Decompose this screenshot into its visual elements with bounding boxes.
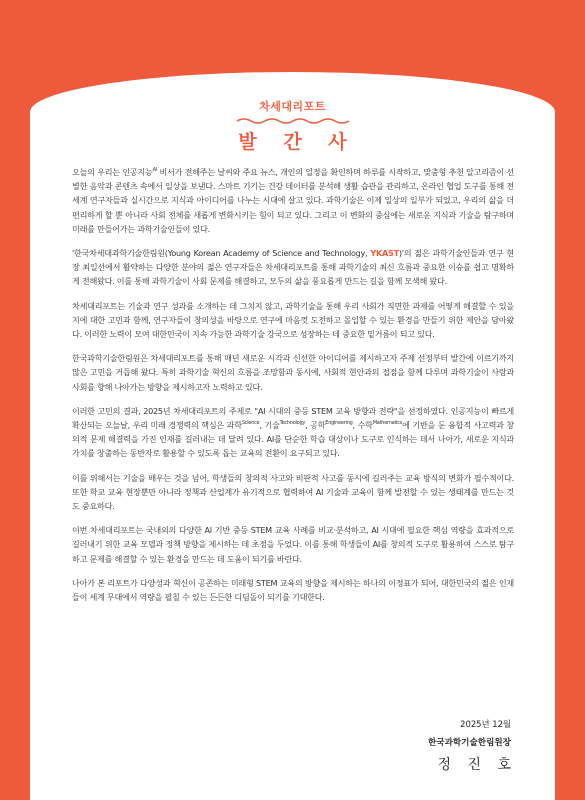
- wave-divider: [235, 117, 351, 125]
- paragraph-4: 한국과학기술한림원은 차세대리포트를 통해 매년 새로운 시각과 신선한 아이디어를 제시하고자 주제 선정부터 발간에 이르기까지 많은 고민을 거듭해 왔다. 특히 과학기술 혁신의 흐름을 조망함과 동시에, 사회적 현안과의 접점을 함께 다루며 과학기술이 사람과 사회를 향해 나아가는 방향을 제시하고자 노력하고 있다.: [72, 353, 514, 392]
- report-brand: 차세대리포트: [259, 100, 326, 113]
- paragraph-7: 이번 차세대리포트는 국내외의 다양한 AI 기반 중등 STEM 교육 사례를 비교·분석하고, AI 시대에 필요한 핵심 역량을 효과적으로 길러내기 위한 교육 모델과 정책 방향을 제시하는 데 초점을 두었다. 이를 통해 학생들이 AI를 창의적 도구로 활용하여 스스로 탐구하고 문제를 해결할 수 있는 환경을 만드는 데 도움이 되기를 바란다.: [72, 525, 514, 564]
- signer-name: 정 진 호: [437, 757, 517, 773]
- signer-organization: 한국과학기술한림원장: [427, 738, 511, 748]
- page-title: 발 간 사: [238, 131, 357, 153]
- header: [0, 98, 585, 154]
- paragraph-8: 나아가 본 리포트가 다양성과 혁신이 공존하는 미래형 STEM 교육의 방향을 제시하는 하나의 이정표가 되어, 대한민국의 젊은 인재들이 세계 무대에서 역량을 펼칠 수 있는 든든한 디딤돌이 되기를 기대한다.: [72, 577, 514, 603]
- paragraph-5: 이러한 고민의 결과, 2025년 차세대리포트의 주제로 "AI 시대의 중등 STEM 교육 방향과 전략"을 선정하였다. 인공지능이 빠르게 확산되는 오늘날, 우리 미래 경쟁력의 핵심은 과학$^{Science}$, 기술$^{Technology}$, 공학$^{Engineering}$, 수학$^{Mathematics}$에 기반을 둔 융합적 사고력과 창의적 문제 해결력을 가진 인재를 길러내는 데 달려 있다. AI를 단순한 학습 대상이나 도구로 인식하는 데서 나아가, 새로운 지식과 가치를 창출하는 동반자로 활용할 수 있도록 돕는 교육의 전환이 요구되고 있다.: [72, 405, 514, 459]
- publish-date: 2025년 12월: [460, 719, 511, 729]
- paragraph-6: 이를 위해서는 기술을 배우는 것을 넘어, 학생들의 창의적 사고와 비판적 사고를 동시에 길러주는 교육 방식의 변화가 필수적이다. 또한 학교 교육 현장뿐만 아니라 정책과 산업계가 유기적으로 협력하여 AI 기술과 교육이 함께 발전할 수 있는 생태계를 만드는 것도 중요하다.: [72, 472, 514, 512]
- signature-block: [427, 718, 517, 774]
- paragraph-3: 차세대리포트는 기술과 연구 성과를 소개하는 데 그치지 않고, 과학기술을 통해 우리 사회가 직면한 과제를 어떻게 해결할 수 있을지에 대한 고민과 함께, 연구자들이 창의성을 바탕으로 연구에 마음껏 도전하고 몰입할 수 있는 환경을 만들기 위한 제안을 담아왔다. 이러한 노력이 모여 대한민국이 지속 가능한 과학기술 강국으로 성장하는 데 중요한 밑거름이 되고 있다.: [72, 300, 514, 340]
- foreword-body: [72, 165, 514, 614]
- paragraph-1: 오늘의 우리는 인공지능$^{AI}$ 비서가 전해주는 날씨와 주요 뉴스, 개인의 일정을 확인하며 하루를 시작하고, 맞춤형 추천 알고리즘이 선별한 음악과 콘텐츠 속에서 일상을 보낸다. 스마트 기기는 건강 데이터를 분석해 생활 습관을 관리하고, 온라인 협업 도구를 통해 전 세계 연구자들과 실시간으로 지식과 아이디어를 나누는 시대에 살고 있다. 과학기술은 이제 일상의 일부가 되었고, 우리의 삶을 더 편리하게 할 뿐 아니라 사회 전체를 새롭게 변화시키는 힘이 되고 있다. 그리고 이 변화의 중심에는 새로운 지식과 기술을 탐구하며 미래를 만들어가는 과학기술인들이 있다.: [72, 167, 514, 234]
- paragraph-2: '한국차세대과학기술한림원(Young Korean Academy of Science and Technology, YKAST)'의 젊은 과학기술인들과 연구 현장 최일선에서 활약하는 다양한 분야의 젊은 연구자들은 차세대리포트를 통해 과학기술의 최신 흐름과 중요한 이슈를 쉽고 명확하게 전해왔다. 이를 통해 과학기술이 사회 문제를 해결하고, 모두의 삶을 풍요롭게 만드는 길을 함께 모색해 왔다.: [72, 248, 514, 287]
- ykast-highlight: YKAST: [370, 248, 399, 259]
